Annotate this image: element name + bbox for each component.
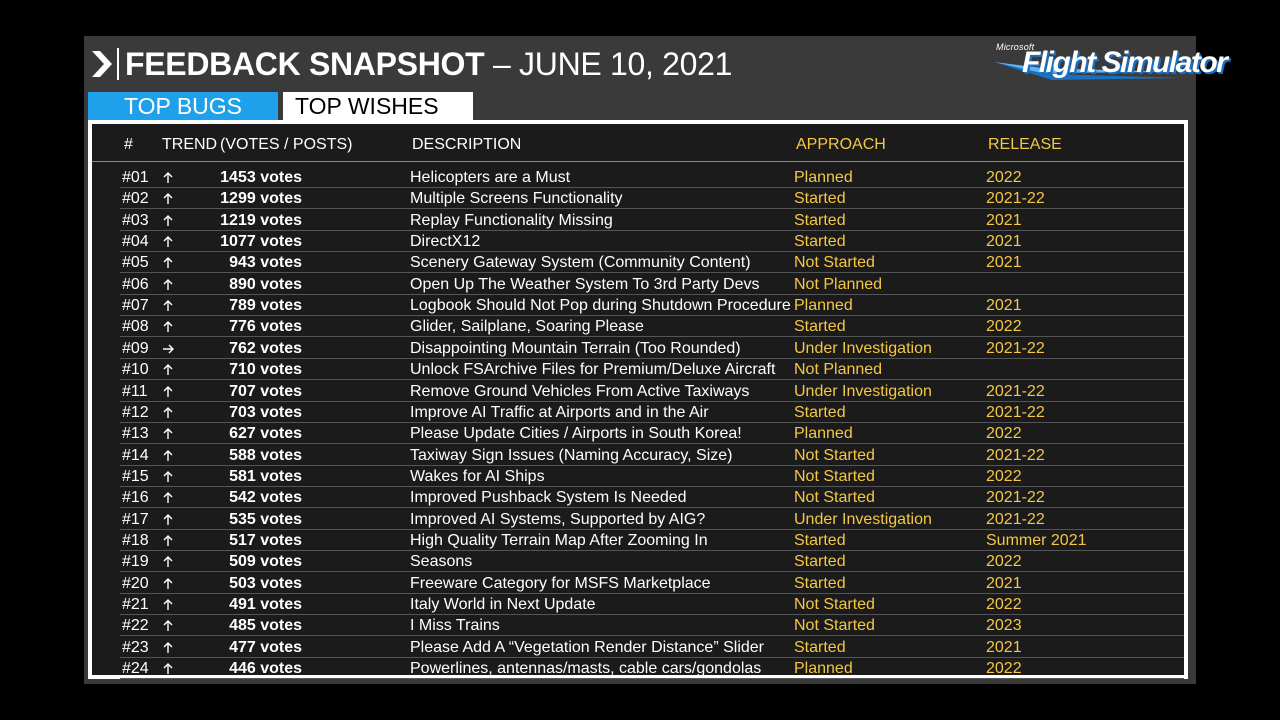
row-description: Freeware Category for MSFS Marketplace bbox=[410, 574, 711, 592]
row-rank: #17 bbox=[122, 510, 149, 528]
row-approach: Started bbox=[794, 574, 846, 592]
row-approach: Under Investigation bbox=[794, 339, 932, 357]
col-header-release: RELEASE bbox=[988, 136, 1062, 153]
row-votes: 1219 votes bbox=[220, 211, 302, 229]
row-votes: 517 votes bbox=[229, 531, 302, 549]
row-rank: #08 bbox=[122, 318, 149, 336]
logo-microsoft: Microsoft bbox=[996, 42, 1035, 52]
row-votes: 503 votes bbox=[229, 574, 302, 592]
trend-up-arrow-icon bbox=[162, 188, 178, 205]
row-rank: #18 bbox=[122, 531, 149, 549]
row-rank: #03 bbox=[122, 211, 149, 229]
wishes-table bbox=[88, 120, 1188, 679]
trend-up-arrow-icon bbox=[162, 231, 178, 248]
col-header-votes: (VOTES / POSTS) bbox=[220, 136, 353, 153]
row-description: Improved AI Systems, Supported by AIG? bbox=[410, 510, 706, 528]
row-votes: 710 votes bbox=[229, 361, 302, 379]
table-row bbox=[92, 295, 1184, 316]
table-row bbox=[92, 359, 1184, 380]
table-row bbox=[92, 423, 1184, 444]
row-votes: 491 votes bbox=[229, 596, 302, 613]
row-release: 2021 bbox=[986, 233, 1022, 251]
trend-up-arrow-icon bbox=[162, 530, 178, 547]
row-votes: 588 votes bbox=[229, 446, 302, 464]
row-description: Glider, Sailplane, Soaring Please bbox=[410, 318, 644, 336]
row-votes: 535 votes bbox=[229, 510, 302, 528]
trend-up-arrow-icon bbox=[162, 274, 178, 291]
row-release: 2021 bbox=[986, 638, 1022, 656]
table-row bbox=[92, 573, 1184, 594]
row-description: DirectX12 bbox=[410, 233, 481, 251]
row-votes: 542 votes bbox=[229, 489, 302, 507]
row-approach: Started bbox=[794, 233, 846, 251]
row-release: 2021-22 bbox=[986, 446, 1045, 464]
row-description: Improve AI Traffic at Airports and in the Air bbox=[410, 403, 709, 421]
page-title bbox=[125, 44, 732, 84]
row-description: Multiple Screens Functionality bbox=[410, 190, 623, 208]
tab-top-wishes[interactable]: TOP WISHES bbox=[283, 92, 473, 120]
row-rank: #02 bbox=[122, 190, 149, 208]
row-rank: #23 bbox=[122, 638, 149, 656]
row-approach: Started bbox=[794, 531, 846, 549]
row-rank: #07 bbox=[122, 297, 149, 315]
header-divider bbox=[92, 161, 1184, 162]
row-approach: Not Started bbox=[794, 254, 875, 272]
row-votes: 627 votes bbox=[229, 425, 302, 443]
row-approach: Not Started bbox=[794, 467, 875, 485]
row-approach: Under Investigation bbox=[794, 510, 932, 528]
row-release: 2022 bbox=[986, 596, 1022, 613]
trend-up-arrow-icon bbox=[162, 359, 178, 376]
table-row bbox=[92, 338, 1184, 359]
table-row bbox=[92, 551, 1184, 572]
row-approach: Planned bbox=[794, 297, 853, 315]
row-votes: 776 votes bbox=[229, 318, 302, 336]
table-row bbox=[92, 231, 1184, 252]
row-release: 2021-22 bbox=[986, 489, 1045, 507]
row-release: 2021 bbox=[986, 297, 1022, 315]
table-row bbox=[92, 594, 1184, 615]
row-approach: Not Started bbox=[794, 446, 875, 464]
row-description: Scenery Gateway System (Community Content) bbox=[410, 254, 751, 272]
row-rank: #19 bbox=[122, 553, 149, 571]
row-release: 2021-22 bbox=[986, 403, 1045, 421]
trend-up-arrow-icon bbox=[162, 210, 178, 227]
col-header-approach: APPROACH bbox=[796, 136, 886, 153]
row-description: I Miss Trains bbox=[410, 617, 500, 635]
trend-up-arrow-icon bbox=[162, 594, 178, 611]
row-votes: 890 votes bbox=[229, 275, 302, 293]
trend-up-arrow-icon bbox=[162, 252, 178, 269]
row-approach: Not Planned bbox=[794, 275, 883, 293]
row-rank: #04 bbox=[122, 233, 149, 251]
trend-right-arrow-icon bbox=[162, 338, 178, 355]
row-description: Helicopters are a Must bbox=[410, 169, 571, 186]
col-header-description: DESCRIPTION bbox=[412, 136, 522, 153]
title-bold: FEEDBACK SNAPSHOT bbox=[125, 46, 485, 82]
row-approach: Started bbox=[794, 403, 846, 421]
row-rank: #06 bbox=[122, 275, 149, 293]
row-approach: Started bbox=[794, 553, 846, 571]
table-row bbox=[92, 445, 1184, 466]
row-release: 2021-22 bbox=[986, 190, 1045, 208]
row-votes: 707 votes bbox=[229, 382, 302, 400]
row-description: Improved Pushback System Is Needed bbox=[410, 489, 687, 507]
table-row bbox=[92, 188, 1184, 209]
row-votes: 762 votes bbox=[229, 339, 302, 357]
table-row bbox=[92, 658, 1184, 679]
row-rank: #16 bbox=[122, 489, 149, 507]
row-release: 2022 bbox=[986, 553, 1022, 571]
row-rank: #15 bbox=[122, 467, 149, 485]
trend-up-arrow-icon bbox=[162, 423, 178, 440]
trend-up-arrow-icon bbox=[162, 615, 178, 632]
row-description: Taxiway Sign Issues (Naming Accuracy, Size) bbox=[410, 446, 733, 464]
row-approach: Not Planned bbox=[794, 361, 883, 379]
row-votes: 446 votes bbox=[229, 660, 302, 678]
row-approach: Not Started bbox=[794, 617, 875, 635]
row-rank: #21 bbox=[122, 596, 149, 613]
row-release: 2021-22 bbox=[986, 510, 1045, 528]
row-approach: Planned bbox=[794, 660, 853, 678]
row-description: Please Add A “Vegetation Render Distance” Slider bbox=[410, 638, 764, 656]
snapshot-frame bbox=[84, 36, 1227, 684]
col-header-trend: TREND bbox=[162, 136, 218, 153]
row-approach: Not Started bbox=[794, 596, 875, 613]
row-description: Unlock FSArchive Files for Premium/Deluxe Aircraft bbox=[410, 361, 776, 379]
trend-up-arrow-icon bbox=[162, 509, 178, 526]
flight-simulator-logo bbox=[992, 40, 1227, 88]
trend-up-arrow-icon bbox=[162, 637, 178, 654]
row-votes: 581 votes bbox=[229, 467, 302, 485]
row-votes: 943 votes bbox=[229, 254, 302, 272]
row-release: Summer 2021 bbox=[986, 531, 1087, 549]
row-description: Remove Ground Vehicles From Active Taxiways bbox=[410, 382, 750, 400]
row-approach: Started bbox=[794, 638, 846, 656]
trend-up-arrow-icon bbox=[162, 466, 178, 483]
row-votes: 789 votes bbox=[229, 297, 302, 315]
row-rank: #12 bbox=[122, 403, 149, 421]
title-date: – JUNE 10, 2021 bbox=[484, 46, 733, 82]
trend-up-arrow-icon bbox=[162, 573, 178, 590]
row-rank: #14 bbox=[122, 446, 149, 464]
row-description: Logbook Should Not Pop during Shutdown Procedure bbox=[410, 297, 791, 315]
table-row bbox=[92, 487, 1184, 508]
row-release: 2021-22 bbox=[986, 382, 1045, 400]
table-row bbox=[92, 615, 1184, 636]
row-approach: Not Started bbox=[794, 489, 875, 507]
table-row bbox=[92, 252, 1184, 273]
row-description: Wakes for AI Ships bbox=[410, 467, 545, 485]
row-votes: 477 votes bbox=[229, 638, 302, 656]
table-row bbox=[92, 274, 1184, 295]
row-rank: #20 bbox=[122, 574, 149, 592]
trend-up-arrow-icon bbox=[162, 167, 178, 184]
row-rank: #24 bbox=[122, 660, 149, 678]
trend-up-arrow-icon bbox=[162, 316, 178, 333]
row-description: Powerlines, antennas/masts, cable cars/gondolas bbox=[410, 660, 762, 678]
row-rank: #10 bbox=[122, 361, 149, 379]
row-approach: Started bbox=[794, 211, 846, 229]
table-row bbox=[92, 167, 1184, 188]
table-row bbox=[92, 466, 1184, 487]
row-release: 2021 bbox=[986, 254, 1022, 272]
row-release: 2023 bbox=[986, 617, 1022, 635]
row-approach: Started bbox=[794, 318, 846, 336]
row-release: 2021 bbox=[986, 574, 1022, 592]
header bbox=[84, 36, 1227, 88]
logo-title: Flight Simulator bbox=[1022, 46, 1227, 79]
row-rank: #13 bbox=[122, 425, 149, 443]
row-approach: Under Investigation bbox=[794, 382, 932, 400]
row-description: Seasons bbox=[410, 553, 473, 571]
trend-up-arrow-icon bbox=[162, 445, 178, 462]
trend-up-arrow-icon bbox=[162, 487, 178, 504]
row-description: Replay Functionality Missing bbox=[410, 211, 613, 229]
table-row bbox=[92, 381, 1184, 402]
table-row bbox=[92, 530, 1184, 551]
trend-up-arrow-icon bbox=[162, 381, 178, 398]
row-description: Italy World in Next Update bbox=[410, 596, 596, 613]
row-description: Open Up The Weather System To 3rd Party Devs bbox=[410, 275, 760, 293]
trend-up-arrow-icon bbox=[162, 295, 178, 312]
row-rank: #22 bbox=[122, 617, 149, 635]
table-row bbox=[92, 210, 1184, 231]
row-votes: 1299 votes bbox=[220, 190, 302, 208]
row-rank: #05 bbox=[122, 254, 149, 272]
row-approach: Planned bbox=[794, 169, 853, 186]
trend-up-arrow-icon bbox=[162, 551, 178, 568]
title-separator bbox=[117, 48, 119, 80]
row-description: Please Update Cities / Airports in South Korea! bbox=[410, 425, 742, 443]
row-release: 2022 bbox=[986, 425, 1022, 443]
row-release: 2022 bbox=[986, 318, 1022, 336]
tab-top-bugs[interactable]: TOP BUGS bbox=[88, 92, 278, 120]
trend-up-arrow-icon bbox=[162, 402, 178, 419]
row-release: 2022 bbox=[986, 467, 1022, 485]
row-votes: 703 votes bbox=[229, 403, 302, 421]
table-row bbox=[92, 402, 1184, 423]
row-description: High Quality Terrain Map After Zooming In bbox=[410, 531, 708, 549]
row-approach: Started bbox=[794, 190, 846, 208]
row-approach: Planned bbox=[794, 425, 853, 443]
table-row bbox=[92, 316, 1184, 337]
table-row bbox=[92, 637, 1184, 658]
row-votes: 1077 votes bbox=[220, 233, 302, 251]
row-rank: #11 bbox=[122, 382, 148, 400]
row-votes: 509 votes bbox=[229, 553, 302, 571]
row-release: 2022 bbox=[986, 169, 1022, 186]
row-release: 2021-22 bbox=[986, 339, 1045, 357]
trend-up-arrow-icon bbox=[162, 658, 178, 675]
row-rank: #09 bbox=[122, 339, 149, 357]
table-row bbox=[92, 509, 1184, 530]
row-votes: 485 votes bbox=[229, 617, 302, 635]
col-header-rank: # bbox=[124, 136, 133, 153]
row-rank: #01 bbox=[122, 169, 149, 186]
chevron-right-icon bbox=[90, 49, 114, 79]
row-release: 2021 bbox=[986, 211, 1022, 229]
row-description: Disappointing Mountain Terrain (Too Rounded) bbox=[410, 339, 741, 357]
row-release: 2022 bbox=[986, 660, 1022, 678]
row-votes: 1453 votes bbox=[220, 169, 302, 186]
